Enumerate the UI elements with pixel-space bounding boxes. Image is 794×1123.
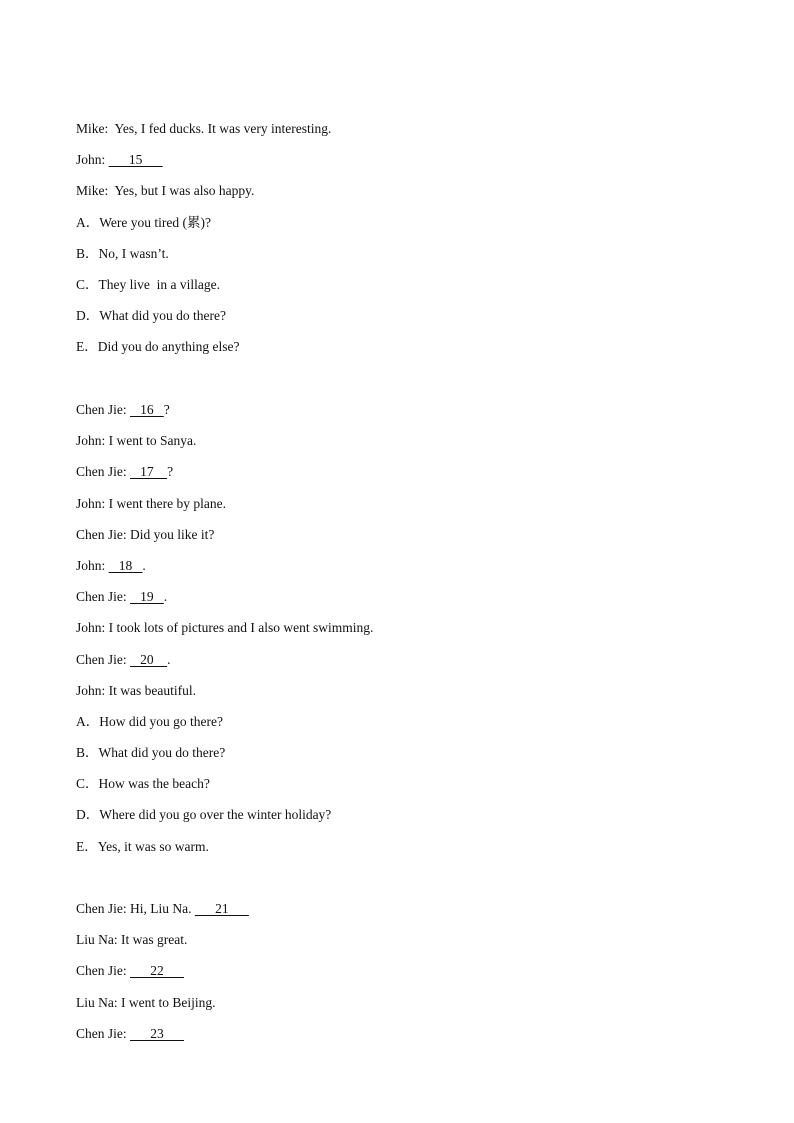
line-text: Mike: Yes, I fed ducks. It was very interesting.: [76, 121, 332, 136]
line-text: Chen Jie:: [76, 464, 130, 480]
dialogue-line: [76, 612, 716, 643]
dialogue-line: [76, 893, 716, 924]
line-text: John:: [76, 152, 109, 168]
option-c: [76, 269, 716, 300]
line-text: John: I went there by plane.: [76, 495, 226, 511]
dialogue-line: [76, 394, 716, 425]
answer-blank-20: 20: [130, 651, 168, 667]
answer-blank-15: 15: [108, 152, 163, 168]
option-text: B．No, I wasn’t.: [76, 245, 169, 261]
dialogue-line: [76, 644, 716, 675]
answer-blank-17: 17: [130, 464, 168, 480]
line-suffix: ?: [167, 464, 174, 480]
option-text: C．How was the beach?: [76, 776, 210, 792]
line-text: Liu Na: I went to Beijing.: [76, 994, 216, 1010]
line-text: Chen Jie:: [76, 963, 130, 979]
dialogue-line: [76, 581, 716, 612]
dialogue-line: [76, 113, 716, 144]
option-text: B．What did you do there?: [76, 745, 226, 761]
dialogue-line: [76, 456, 716, 487]
option-d: [76, 300, 716, 331]
option-text: D．Where did you go over the winter holiday?: [76, 807, 332, 823]
line-text: Chen Jie:: [76, 402, 130, 417]
option-d: [76, 799, 716, 830]
line-text: John: I went to Sanya.: [76, 433, 197, 449]
line-text: John:: [76, 557, 109, 573]
dialogue-line: [76, 144, 716, 175]
dialogue-section-2: [76, 394, 716, 862]
line-suffix: .: [163, 589, 168, 605]
answer-blank-19: 19: [130, 589, 164, 605]
option-text: A．Were you tired (累)?: [76, 214, 211, 230]
answer-blank-16: 16: [130, 402, 164, 417]
dialogue-line: [76, 488, 716, 519]
line-text: John: It was beautiful.: [76, 682, 196, 698]
line-text: John: I took lots of pictures and I also went swimming.: [76, 620, 374, 636]
line-suffix: .: [142, 557, 146, 573]
line-text: Chen Jie:: [76, 651, 130, 667]
answer-blank-23: 23: [130, 1025, 184, 1041]
line-suffix: ?: [163, 402, 170, 417]
option-e: [76, 331, 716, 362]
dialogue-section-3: [76, 893, 716, 1049]
dialogue-section-1: [76, 113, 716, 363]
dialogue-line: [76, 550, 716, 581]
line-text: Liu Na: It was great.: [76, 932, 188, 948]
dialogue-line: [76, 1018, 716, 1049]
option-a: [76, 207, 716, 238]
dialogue-line: [76, 425, 716, 456]
option-text: E．Yes, it was so warm.: [76, 838, 209, 854]
option-text: D．What did you do there?: [76, 308, 226, 324]
option-b: [76, 737, 716, 768]
option-c: [76, 768, 716, 799]
answer-blank-21: 21: [194, 901, 249, 916]
dialogue-line: [76, 175, 716, 206]
dialogue-line: [76, 987, 716, 1018]
dialogue-line: [76, 519, 716, 550]
option-b: [76, 238, 716, 269]
option-text: C．They live in a village.: [76, 276, 220, 292]
dialogue-line: [76, 675, 716, 706]
option-a: [76, 706, 716, 737]
line-text: Chen Jie:: [76, 589, 130, 605]
dialogue-line: [76, 955, 716, 986]
line-text: Mike: Yes, but I was also happy.: [76, 183, 255, 199]
line-suffix: .: [167, 651, 171, 667]
option-text: A．How did you go there?: [76, 713, 223, 729]
option-text: E．Did you do anything else?: [76, 339, 240, 355]
dialogue-line: [76, 924, 716, 955]
line-text: Chen Jie:: [76, 1025, 130, 1041]
answer-blank-22: 22: [130, 963, 184, 979]
option-e: [76, 831, 716, 862]
answer-blank-18: 18: [108, 557, 143, 573]
line-text: Chen Jie: Hi, Liu Na.: [76, 901, 195, 916]
line-text: Chen Jie: Did you like it?: [76, 526, 215, 542]
